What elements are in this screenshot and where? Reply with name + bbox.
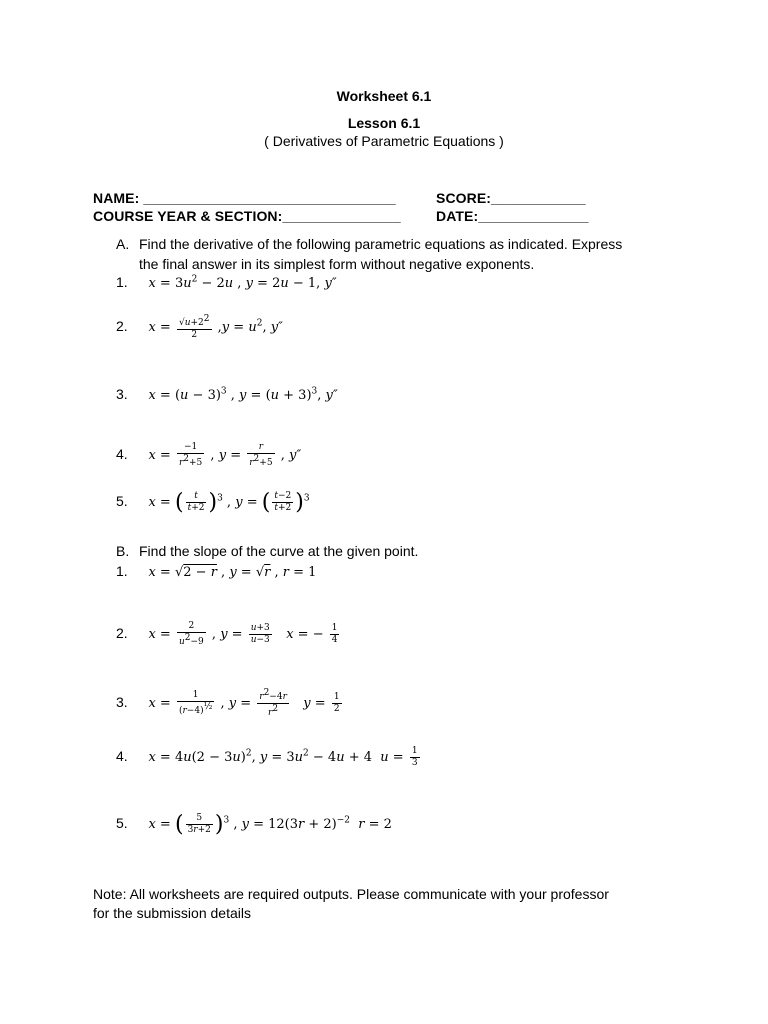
date-field: DATE:______________	[436, 208, 589, 224]
name-field: NAME: ________________________________	[93, 190, 396, 206]
course-field: COURSE YEAR & SECTION:_______________	[93, 208, 401, 224]
b-problem-3	[116, 688, 344, 719]
section-b-instruction: Find the slope of the curve at the given point.	[139, 543, 419, 559]
note-line-1: Note: All worksheets are required outputs. Please communicate with your professor	[93, 886, 609, 902]
lesson-title: Lesson 6.1	[347, 115, 421, 131]
b-problem-3-equation: x = $\frac{1}{(r-4)^{\frac{1}{2}}}$ , y = $\frac{r^2-4r}{r^2}$ y = $\frac{1}{2}$	[148, 688, 340, 718]
b-problem-1-equation: x = √2 − r , y = √r , r = 1	[148, 565, 317, 580]
section-a-letter: A.	[116, 236, 130, 252]
b-problem-5-number: 5.	[116, 815, 128, 831]
b-problem-5	[116, 812, 392, 837]
a-problem-2-number: 2.	[116, 318, 128, 334]
worksheet-title: Worksheet 6.1	[336, 88, 432, 104]
a-problem-3	[116, 386, 338, 404]
a-problem-3-number: 3.	[116, 386, 128, 402]
a-problem-1	[116, 274, 337, 292]
b-problem-5-equation: x = ( $\frac{5}{3r+2}$ )$^3$ , $y = 12(3r + 2)^{-2}$ r = 2	[148, 812, 392, 837]
b-problem-2	[116, 621, 341, 648]
b-problem-4-number: 4.	[116, 748, 128, 764]
a-problem-1-equation: $x = 3u^2 - 2u$ , y = 2u − 1, y″	[148, 274, 337, 291]
a-problem-5-number: 5.	[116, 493, 128, 509]
a-problem-2-equation: x = $\frac{√u+2^2}{2}$ $,y = u^2$, y″	[148, 314, 283, 340]
b-problem-4-equation: $x = 4u(2 - 3u)^2$, $y = 3u^2 - 4u + 4$ u = $\frac{1}{3}$	[148, 746, 418, 768]
b-problem-1	[116, 563, 316, 581]
lesson-subtitle: ( Derivatives of Parametric Equations )	[264, 133, 504, 149]
section-a-instruction-2: the final answer in its simplest form without negative exponents.	[139, 256, 535, 272]
a-problem-1-number: 1.	[116, 274, 128, 290]
b-problem-3-number: 3.	[116, 694, 128, 710]
a-problem-4-equation: x = $\frac{-1}{r^2+5}$ , y = $\frac{r}{r^2+5}$ , y″	[148, 442, 302, 468]
note-line-2: for the submission details	[93, 905, 251, 921]
a-problem-5	[116, 490, 310, 515]
a-problem-3-equation: $x = (u - 3)^3$ , $y = (u + 3)^3$, y″	[148, 386, 338, 403]
score-field: SCORE:____________	[436, 190, 586, 206]
b-problem-2-number: 2.	[116, 625, 128, 641]
a-problem-4	[116, 442, 301, 469]
a-problem-4-number: 4.	[116, 446, 128, 462]
b-problem-2-equation: x = $\frac{2}{u^2-9}$ , y = $\frac{u+3}{u-3}$ x = − $\frac{1}{4}$	[148, 621, 338, 647]
a-problem-5-equation: x = ( $\frac{t}{t+2}$ )$^3$ , y = ( $\frac{t-2}{t+2}$ )$^3$	[148, 490, 310, 515]
b-problem-1-number: 1.	[116, 563, 128, 579]
a-problem-2	[116, 314, 283, 341]
section-a-instruction-1: Find the derivative of the following parametric equations as indicated. Express	[139, 236, 623, 252]
b-problem-4	[116, 746, 422, 769]
section-b-letter: B.	[116, 543, 130, 559]
